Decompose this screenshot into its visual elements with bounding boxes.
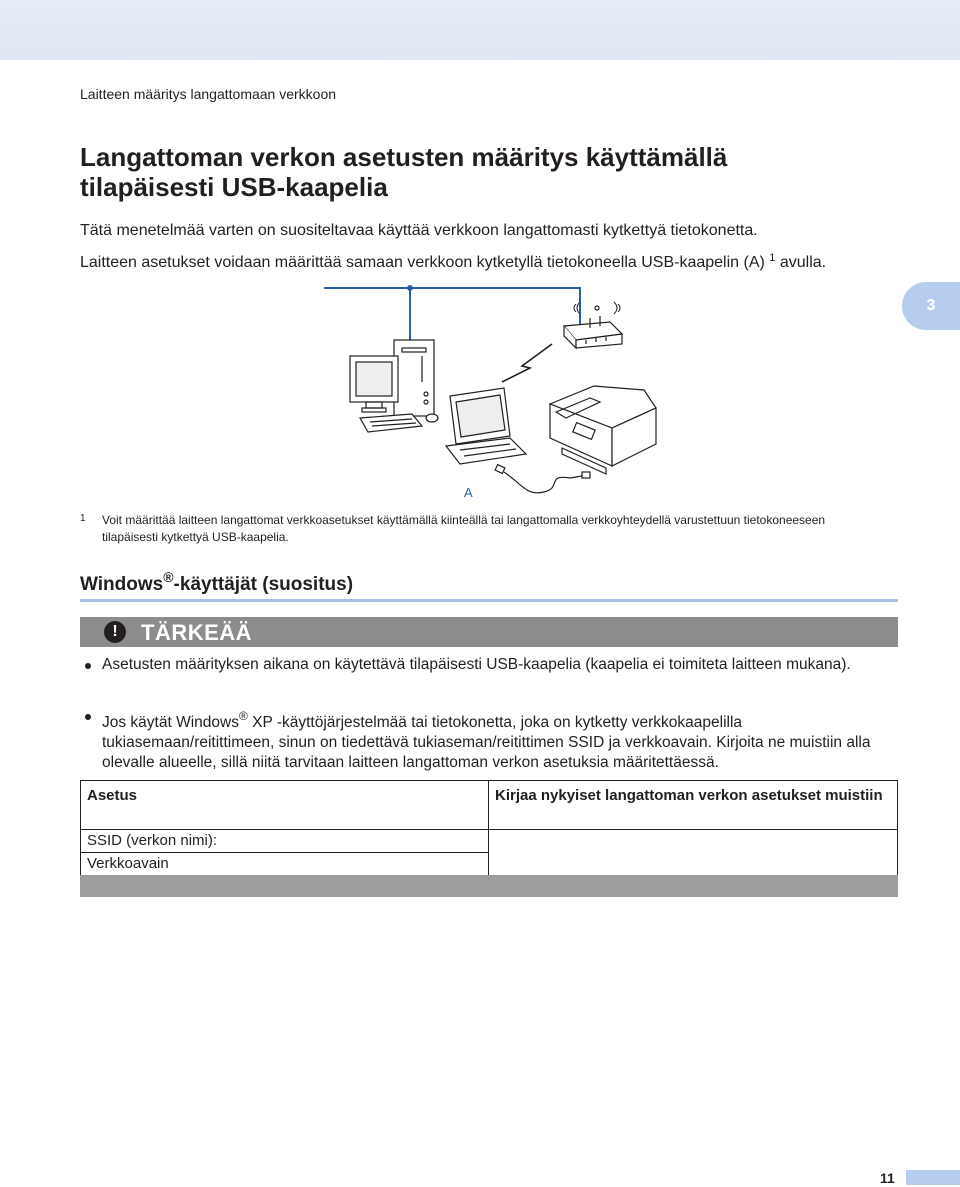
running-header: Laitteen määritys langattomaan verkkoon [80,86,337,102]
heading-text-end: -käyttäjät (suositus) [173,574,354,595]
cable-label [464,485,473,500]
bullet-dot-icon [85,663,91,669]
lightning-bolt-icon [502,344,552,382]
registered-mark: ® [238,709,248,723]
intro-paragraph-2 [80,252,826,272]
intro-text-end: avulla. [779,254,827,271]
heading-text: Windows [80,574,164,595]
table-bottom-bar [80,875,898,897]
top-header-band [0,0,960,60]
bullet-dot-icon [85,714,91,720]
table-cell-value [489,830,898,876]
usb-cable-icon [495,465,590,493]
important-label: TÄRKEÄÄ [141,620,253,645]
intro-text: Laitteen asetukset voidaan määrittää samaan verkkoon kytketyllä tietokoneella USB-kaapelin (A) [80,254,765,271]
table-cell-label: SSID (verkon nimi): [81,830,489,853]
section-heading [80,569,898,602]
page-title: Langattoman verkon asetusten määritys käyttämällä tilapäisesti USB-kaapelia [80,142,728,202]
cable-label-text: A [464,485,473,500]
page-number-bar [906,1170,960,1185]
bullet-text-part: Jos käytät Windows [102,714,239,731]
network-cable-icon [324,285,580,344]
footnote-reference: 1 [769,252,776,264]
chapter-number: 3 [926,297,936,314]
printer-icon [550,386,656,474]
bullet-text [102,706,892,773]
laptop-icon [446,388,526,464]
chapter-tab [902,282,960,330]
footnote-text: Voit määrittää laitteen langattomat verkkoasetukset käyttämällä kiinteällä tai langattomalla verkkoyhteydellä varustettuun tietokoneeseen tilapäisesti kytkettyä USB-kaapelia. [102,513,826,544]
important-notice-bar [80,617,898,647]
bullet-text-part: XP -käyttöjärjestelmää tai tietokonetta, joka on kytketty verkkokaapelilla tukiasemaan/reitittimeen, sinun on tiedettävä tukiaseman/reitittimen SSID ja verkkoavain. Kirjoita ne muistiin alla olevalle alueelle, sillä niitä tarvitaan laitteen langattoman verkon asetuksia määritettäessä. [102,714,871,771]
network-diagram [300,278,680,510]
wireless-router-icon [564,302,622,348]
table-header-left: Asetus [81,781,489,830]
table-header-right: Kirjaa nykyiset langattoman verkon asetukset muistiin [489,781,898,830]
table-row [81,830,898,853]
intro-paragraph-1: Tätä menetelmää varten on suositeltavaa käyttää verkkoon langattomasti kytkettyä tietokonetta. [80,222,758,239]
table-cell-label: Verkkoavain [81,853,489,876]
page-number: 11 [880,1170,895,1186]
table-header-row [81,781,898,830]
desktop-computer-icon [350,340,438,432]
settings-table [80,780,898,876]
exclamation-icon: ! [104,621,126,643]
bullet-text: Asetusten määrityksen aikana on käytettävä tilapäisesti USB-kaapelia (kaapelia ei toimiteta laitteen mukana). [102,656,851,673]
registered-mark: ® [163,569,174,585]
footnote-mark: 1 [80,513,86,524]
